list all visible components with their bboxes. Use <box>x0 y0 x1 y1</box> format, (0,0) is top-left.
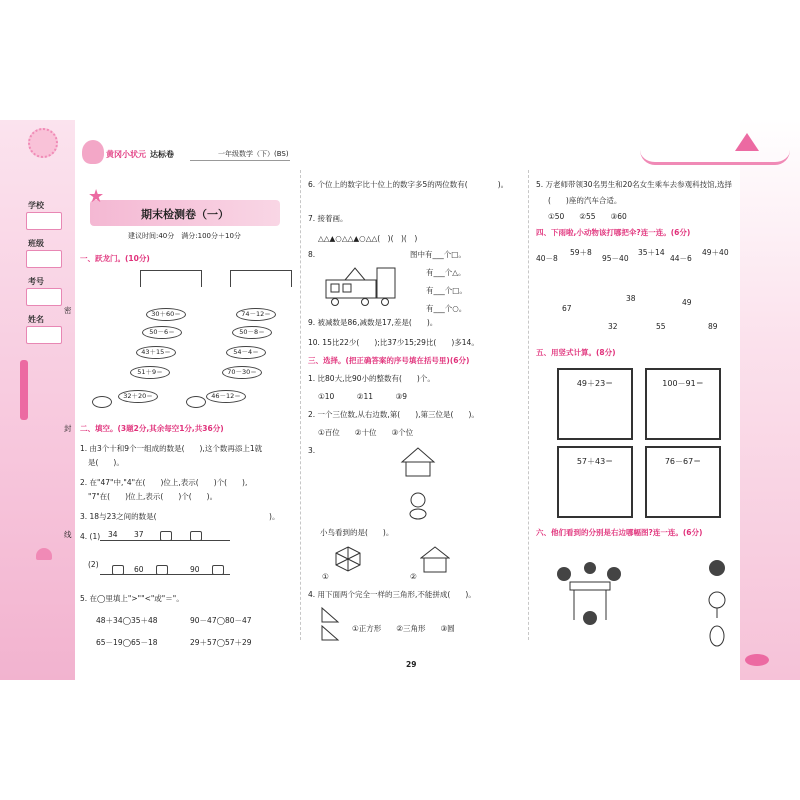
wave-decoration-icon <box>640 150 790 165</box>
choice-3: 3. <box>308 446 316 455</box>
name-label: 姓名 <box>28 315 44 324</box>
question-10: 10. 15比22少( );比37少15;29比( )多14。 <box>308 338 479 347</box>
question-4-part1-label: 4. (1) <box>80 532 101 541</box>
train-shape-figure <box>325 262 397 306</box>
umbrella[interactable]: 59＋8 <box>570 248 592 257</box>
school-label: 学校 <box>28 201 44 210</box>
gate-a-stone: 30＋60＝ <box>146 308 186 321</box>
number-line-blank[interactable] <box>212 565 224 575</box>
compare-item: 90－47◯80－47 <box>190 616 252 625</box>
choice-1: 1. 比80大,比90小的整数有( )个。 <box>308 374 435 383</box>
name-field[interactable] <box>26 326 62 344</box>
header-rule <box>190 160 290 161</box>
compare-item: 65－19◯65－18 <box>96 638 158 647</box>
umbrella[interactable]: 44－6 <box>670 254 692 263</box>
count-circles: 有___个○。 <box>426 304 467 313</box>
sailboat-icon <box>735 133 759 151</box>
calc-problem: 49＋23＝ <box>576 379 614 388</box>
gate-b-stone: 46－12＝ <box>206 390 246 403</box>
triangle-pair-figure <box>320 606 342 642</box>
animal-sign[interactable]: 55 <box>656 322 666 331</box>
exam-title: 期末检测卷（一） <box>141 208 229 221</box>
question-1-line1: 1. 由3个十和9个一组成的数是( ),这个数再添上1就 <box>80 444 263 453</box>
right-decoration-band <box>740 120 800 680</box>
count-squares: 图中有___个□。 <box>410 250 466 259</box>
exam-no-label: 考号 <box>28 277 44 286</box>
gate-b-stone: 50－8＝ <box>232 326 272 339</box>
animal-row <box>536 292 746 338</box>
choice-4-options: ①正方形 ②三角形 ③圆 <box>352 624 455 633</box>
dragon-gate-b <box>230 270 292 287</box>
option-label: ① <box>322 572 329 581</box>
seal-mark: 封 <box>64 424 72 433</box>
compare-item: 48＋34◯35＋48 <box>96 616 158 625</box>
column-divider <box>528 170 529 640</box>
series-name: 达标卷 <box>150 150 174 159</box>
number-line-value: 60 <box>134 565 144 574</box>
children-at-table-figure <box>550 560 630 630</box>
dragon-gate-a <box>140 270 202 287</box>
view-options-figure <box>692 558 742 648</box>
question-5: 5. 在◯里填上">""<"或"＝"。 <box>80 594 184 603</box>
compare-item: 29＋57◯57＋29 <box>190 638 252 647</box>
jellyfish-icon <box>36 548 52 560</box>
question-8: 8. <box>308 250 316 259</box>
number-line-blank[interactable] <box>156 565 168 575</box>
choice-2-options: ①百位 ②十位 ③个位 <box>318 428 414 437</box>
column-divider <box>300 170 301 640</box>
question-6: 6. 个位上的数字比十位上的数字多5的两位数有( )。 <box>308 180 509 189</box>
choice-4: 4. 用下面两个完全一样的三角形,不能拼成( )。 <box>308 590 476 599</box>
carp-icon <box>186 396 206 408</box>
section-2-heading: 二、填空。(3题2分,其余每空1分,共36分) <box>80 424 224 433</box>
shape-sequence: △△▲○△△▲○△△( )( )( ) <box>318 234 418 243</box>
calc-problem: 76－67＝ <box>664 457 702 466</box>
palm-tree-icon <box>20 360 28 420</box>
choice-2: 2. 一个三位数,从右边数,第( ),第三位是( )。 <box>308 410 479 419</box>
number-line-value: 90 <box>190 565 200 574</box>
side-view-option <box>420 546 450 574</box>
brand-name: 黄冈小状元 <box>106 150 146 159</box>
page-number: 29 <box>406 660 417 669</box>
calc-problem: 100－91＝ <box>662 379 704 388</box>
animal-sign[interactable]: 38 <box>626 294 636 303</box>
question-5-options: ①50 ②55 ③60 <box>548 212 627 221</box>
class-label: 班级 <box>28 239 44 248</box>
carp-icon <box>92 396 112 408</box>
seal-mark: 线 <box>64 530 72 539</box>
school-field[interactable] <box>26 212 62 230</box>
mascot-icon <box>82 140 104 164</box>
umbrella[interactable]: 95－40 <box>602 254 629 263</box>
calc-box[interactable] <box>645 446 721 518</box>
umbrella[interactable]: 40－8 <box>536 254 558 263</box>
seal-mark: 密 <box>64 306 72 315</box>
sun-icon <box>28 128 58 158</box>
fish-icon <box>745 654 769 666</box>
calc-box[interactable] <box>645 368 721 440</box>
question-4-part2-label: (2) <box>88 560 99 569</box>
top-view-option <box>335 546 361 572</box>
calc-box[interactable] <box>557 368 633 440</box>
time-note: 建议时间:40分 满分:100分＋10分 <box>128 232 241 240</box>
section-5-heading: 五、用竖式计算。(8分) <box>536 348 616 357</box>
umbrella[interactable]: 49＋40 <box>702 248 729 257</box>
choice-3-question: 小鸟看到的是( )。 <box>320 528 394 537</box>
number-line-blank[interactable] <box>190 531 202 541</box>
animal-sign[interactable]: 32 <box>608 322 618 331</box>
calc-box[interactable] <box>557 446 633 518</box>
gate-b-stone: 70－30＝ <box>222 366 262 379</box>
question-2-line1: 2. 在"47"中,"4"在( )位上,表示( )个( ), <box>80 478 248 487</box>
gate-b-stone: 74－12＝ <box>236 308 276 321</box>
section-6-heading: 六、他们看到的分别是右边哪幅图?连一连。(6分) <box>536 528 703 537</box>
section-1-heading: 一、跃龙门。(10分) <box>80 254 150 263</box>
starfish-icon: ★ <box>88 186 105 207</box>
gate-a-stone: 50－6＝ <box>142 326 182 339</box>
question-1-line2: 是( )。 <box>88 458 124 467</box>
calc-problem: 57＋43＝ <box>576 457 614 466</box>
pavilion-and-bird-figure <box>398 446 438 522</box>
question-2-line2: "7"在( )位上,表示( )个( )。 <box>88 492 218 501</box>
number-line-value: 34 <box>108 530 118 539</box>
count-triangles: 有___个△。 <box>426 268 466 277</box>
number-line-value: 37 <box>134 530 144 539</box>
choice-1-options: ①10 ②11 ③9 <box>318 392 408 401</box>
gate-a-stone: 43＋15＝ <box>136 346 176 359</box>
section-3-heading: 三、选择。(把正确答案的序号填在括号里)(6分) <box>308 356 470 365</box>
question-5-line1: 5. 万老师带领30名男生和20名女生乘车去参观科技馆,选择 <box>536 180 733 189</box>
animal-sign[interactable]: 49 <box>682 298 692 307</box>
section-4-heading: 四、下雨啦,小动物该打哪把伞?连一连。(6分) <box>536 228 691 237</box>
gate-a-stone: 51＋9＝ <box>130 366 170 379</box>
umbrella[interactable]: 35＋14 <box>638 248 665 257</box>
subject-label: 一年级数学（下）(BS) <box>218 150 289 158</box>
exam-no-field[interactable] <box>26 288 62 306</box>
gate-b-stone: 54－4＝ <box>226 346 266 359</box>
option-label: ② <box>410 572 417 581</box>
question-3: 3. 18与23之间的数是( )。 <box>80 512 280 521</box>
exam-title-banner <box>90 200 280 226</box>
count-rectangles: 有___个□。 <box>426 286 467 295</box>
number-line-blank[interactable] <box>160 531 172 541</box>
number-line-blank[interactable] <box>112 565 124 575</box>
umbrella-row <box>536 244 736 272</box>
animal-sign[interactable]: 89 <box>708 322 718 331</box>
gate-a-stone: 32＋20＝ <box>118 390 158 403</box>
class-field[interactable] <box>26 250 62 268</box>
question-7: 7. 接着画。 <box>308 214 348 223</box>
animal-sign[interactable]: 67 <box>562 304 572 313</box>
question-5-line2: ( )座的汽车合适。 <box>548 196 622 205</box>
question-9: 9. 被减数是86,减数是17,差是( )。 <box>308 318 438 327</box>
